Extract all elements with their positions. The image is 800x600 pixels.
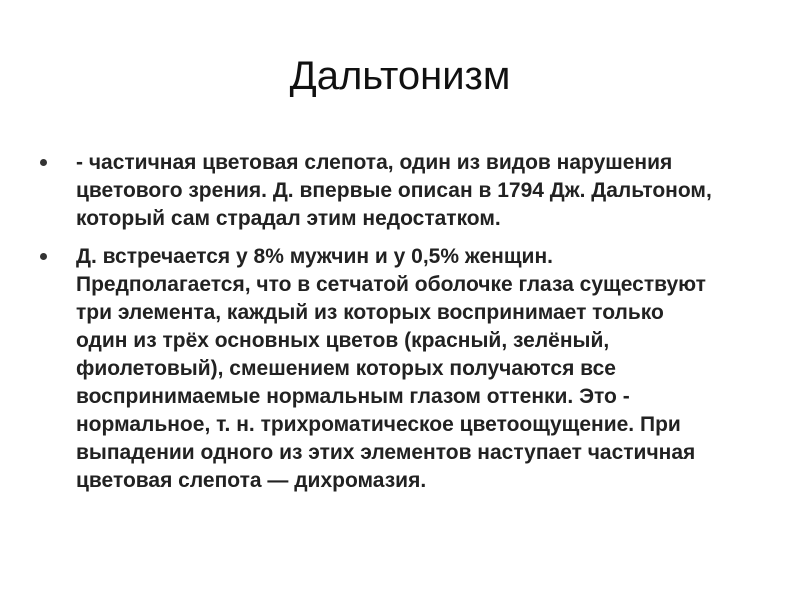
bullet-point-icon — [40, 253, 47, 260]
slide-title: Дальтонизм — [289, 54, 511, 98]
bullet-text-2: Д. встречается у 8% мужчин и у 0,5% женщин. Предполагается, что в сетчатой оболочке глаза существуют три элемента, каждый из которых воспринимает только один из трёх основных цветов (красный, зелёный, фиолетовый), смешением которых получаются все воспринимаемые нормальным глазом оттенки. Это - нормальное, т. н. трихроматическое цветоощущение. При выпадении одного из этих элементов наступает частичная цветовая слепота — дихромазия. — [76, 245, 706, 492]
bullet-point-icon — [40, 159, 47, 166]
bullet-item-1 — [40, 149, 720, 233]
slide-content — [40, 149, 720, 505]
bullet-item-2 — [40, 243, 720, 495]
bullet-text-1: - частичная цветовая слепота, один из видов нарушения цветового зрения. Д. впервые описан в 1794 Дж. Дальтоном, который сам страдал этим недостатком. — [76, 151, 712, 230]
